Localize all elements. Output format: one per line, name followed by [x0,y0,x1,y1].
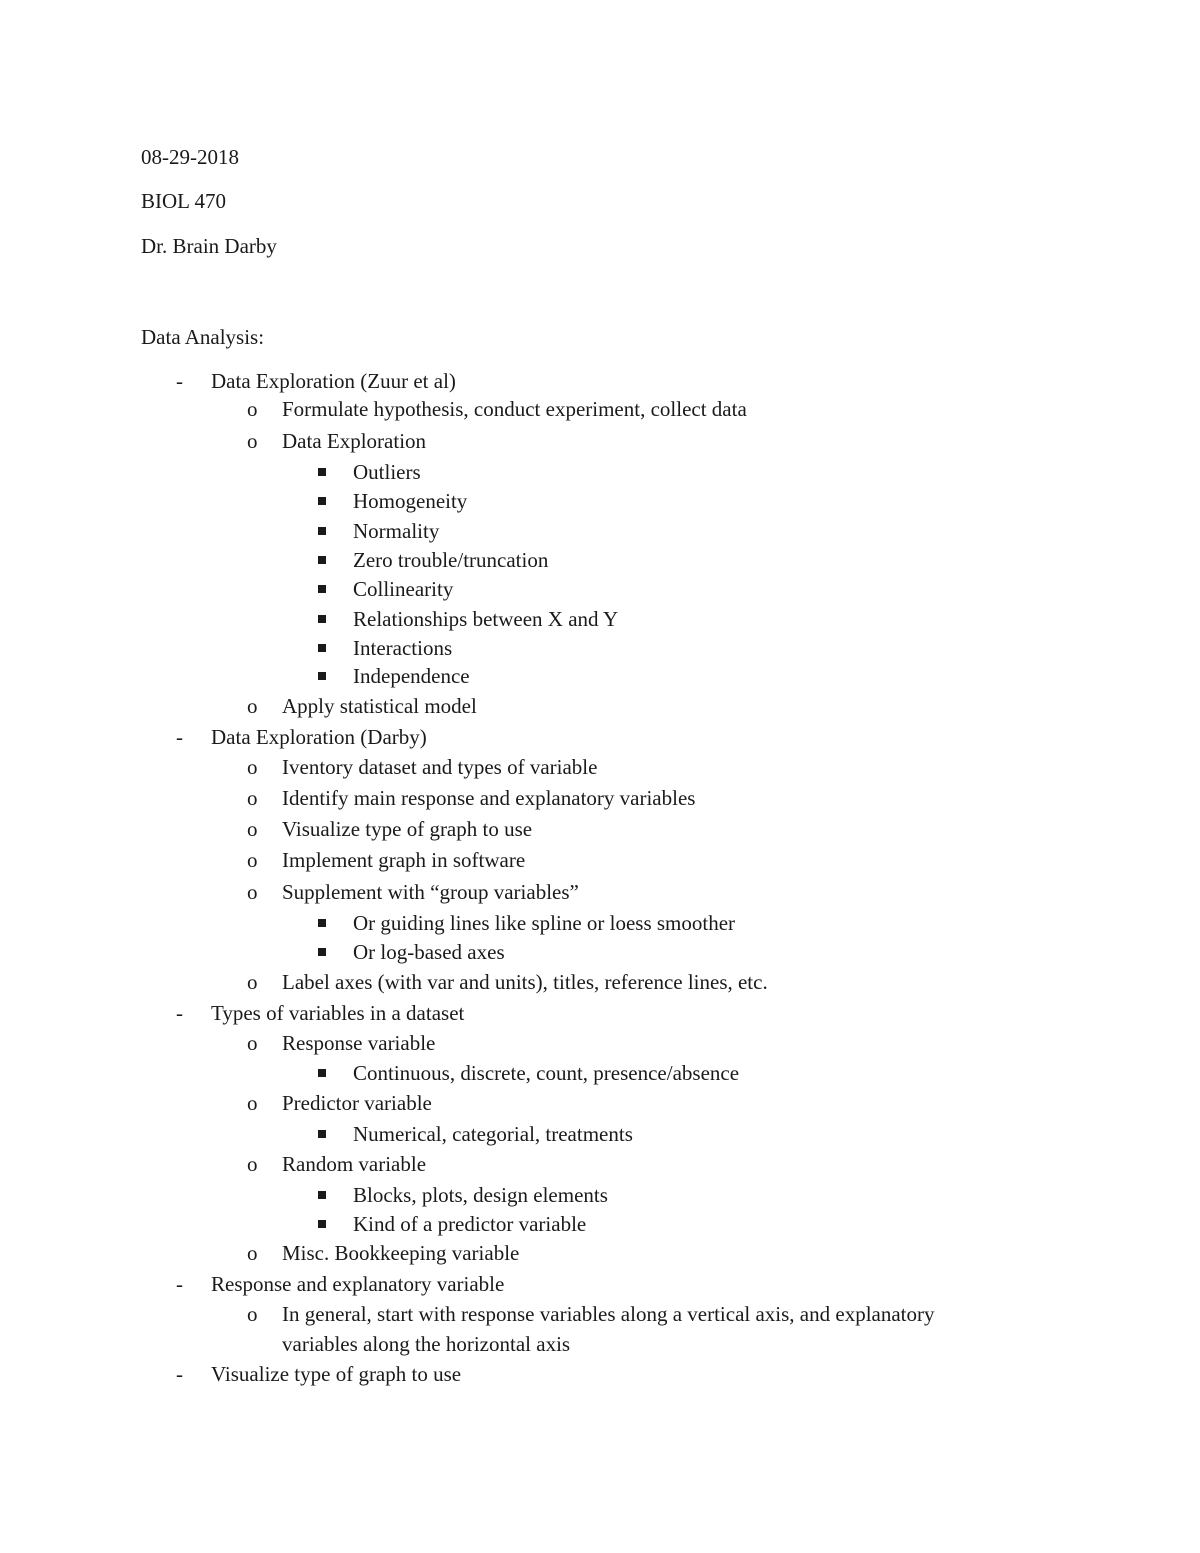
square-bullet-icon [318,644,326,652]
outline-item-level-3: Normality [353,519,440,543]
outline-item-level-2: Implement graph in software [282,848,526,872]
section-title: Data Analysis: [141,325,265,349]
outline-item-level-2: Random variable [282,1152,427,1176]
outline-item-level-3: Independence [353,664,470,688]
dash-bullet-icon: - [176,1272,183,1296]
square-bullet-icon [318,556,326,564]
outline-item-level-3: Interactions [353,636,453,660]
outline-item-level-2: In general, start with response variables along a vertical axis, and explanatory [282,1302,935,1326]
dash-bullet-icon: - [176,1362,183,1386]
circle-bullet-icon: o [247,1152,258,1176]
outline-item-level-3: Zero trouble/truncation [353,548,549,572]
circle-bullet-icon: o [247,1031,258,1055]
circle-bullet-icon: o [247,1091,258,1115]
square-bullet-icon [318,468,326,476]
outline-item-level-1: Response and explanatory variable [211,1272,505,1296]
outline-item-level-3: Relationships between X and Y [353,607,619,631]
dash-bullet-icon: - [176,369,183,393]
course-line: BIOL 470 [141,189,226,213]
circle-bullet-icon: o [247,786,258,810]
circle-bullet-icon: o [247,1241,258,1265]
square-bullet-icon [318,1069,326,1077]
square-bullet-icon [318,1220,326,1228]
dash-bullet-icon: - [176,725,183,749]
outline-item-level-3: Numerical, categorial, treatments [353,1122,633,1146]
circle-bullet-icon: o [247,848,258,872]
date-line: 08-29-2018 [141,145,239,169]
outline-item-level-2: Iventory dataset and types of variable [282,755,598,779]
outline-item-level-2: variables along the horizontal axis [282,1332,571,1356]
circle-bullet-icon: o [247,880,258,904]
outline-item-level-3: Kind of a predictor variable [353,1212,587,1236]
square-bullet-icon [318,615,326,623]
circle-bullet-icon: o [247,397,258,421]
outline-item-level-2: Supplement with “group variables” [282,880,579,904]
outline-item-level-1: Visualize type of graph to use [211,1362,462,1386]
square-bullet-icon [318,527,326,535]
outline-item-level-3: Outliers [353,460,421,484]
circle-bullet-icon: o [247,817,258,841]
outline-item-level-2: Label axes (with var and units), titles, reference lines, etc. [282,970,768,994]
outline-item-level-3: Collinearity [353,577,454,601]
square-bullet-icon [318,497,326,505]
outline-item-level-1: Data Exploration (Zuur et al) [211,369,456,393]
outline-item-level-2: Data Exploration [282,429,427,453]
square-bullet-icon [318,1191,326,1199]
square-bullet-icon [318,919,326,927]
instructor-line: Dr. Brain Darby [141,234,277,258]
outline-item-level-3: Or guiding lines like spline or loess smoother [353,911,736,935]
outline-item-level-1: Data Exploration (Darby) [211,725,427,749]
circle-bullet-icon: o [247,694,258,718]
outline-item-level-2: Apply statistical model [282,694,477,718]
circle-bullet-icon: o [247,755,258,779]
outline-item-level-3: Or log-based axes [353,940,505,964]
square-bullet-icon [318,948,326,956]
outline-item-level-2: Response variable [282,1031,436,1055]
circle-bullet-icon: o [247,429,258,453]
outline-item-level-2: Visualize type of graph to use [282,817,533,841]
outline-item-level-3: Homogeneity [353,489,468,513]
outline-item-level-2: Identify main response and explanatory variables [282,786,696,810]
outline-item-level-3: Continuous, discrete, count, presence/absence [353,1061,740,1085]
outline-item-level-3: Blocks, plots, design elements [353,1183,608,1207]
square-bullet-icon [318,1130,326,1138]
outline-item-level-2: Formulate hypothesis, conduct experiment, collect data [282,397,747,421]
outline-item-level-2: Misc. Bookkeeping variable [282,1241,520,1265]
circle-bullet-icon: o [247,1302,258,1326]
circle-bullet-icon: o [247,970,258,994]
square-bullet-icon [318,585,326,593]
outline-item-level-2: Predictor variable [282,1091,432,1115]
square-bullet-icon [318,672,326,680]
outline-item-level-1: Types of variables in a dataset [211,1001,465,1025]
dash-bullet-icon: - [176,1001,183,1025]
